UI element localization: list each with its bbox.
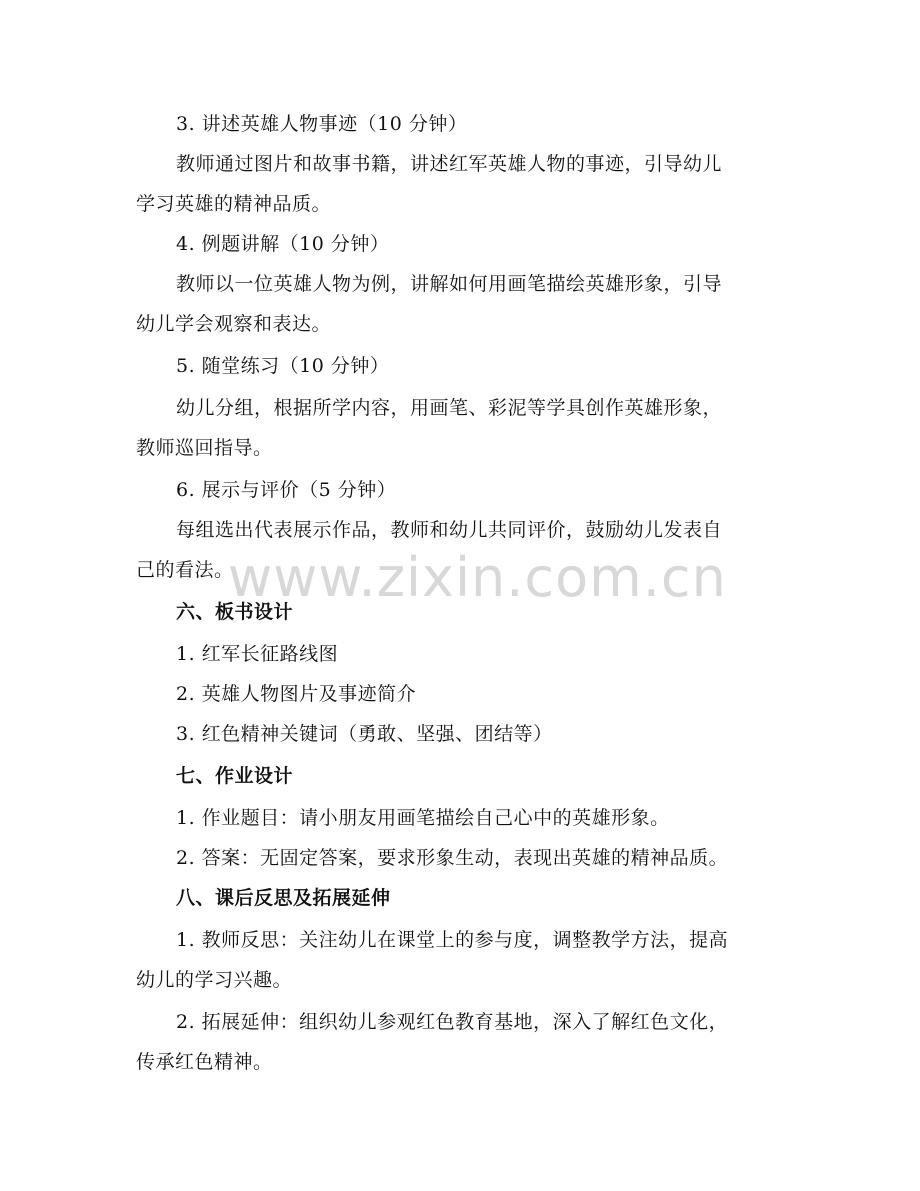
board-item-1: 1. 红军长征路线图 [176,643,339,665]
reflection-item-2-line-1: 2. 拓展延伸：组织幼儿参观红色教育基地，深入了解红色文化， [176,1011,729,1033]
step-4-text-line-2: 幼儿学会观察和表达。 [136,313,332,335]
watermark: www.zixin.com.cn [228,546,727,609]
board-item-2: 2. 英雄人物图片及事迹简介 [176,683,417,705]
reflection-item-1-line-2: 幼儿的学习兴趣。 [136,969,293,991]
step-5-text-line-2: 教师巡回指导。 [136,437,273,459]
step-5-heading: 5. 随堂练习（10 分钟） [176,355,390,377]
reflection-item-1-line-1: 1. 教师反思：关注幼儿在课堂上的参与度，调整教学方法，提高 [176,929,729,951]
step-3-text-line-1: 教师通过图片和故事书籍，讲述红军英雄人物的事迹，引导幼儿 [176,153,723,175]
section-6-heading: 六、板书设计 [176,601,294,623]
step-6-text-line-2: 己的看法。 [136,559,234,581]
step-3-heading: 3. 讲述英雄人物事迹（10 分钟） [176,113,468,135]
homework-item-1: 1. 作业题目：请小朋友用画笔描绘自己心中的英雄形象。 [176,807,670,829]
section-8-heading: 八、课后反思及拓展延伸 [176,887,391,909]
step-3-text-line-2: 学习英雄的精神品质。 [136,193,332,215]
step-4-text-line-1: 教师以一位英雄人物为例，讲解如何用画笔描绘英雄形象，引导 [176,273,723,295]
homework-item-2: 2. 答案：无固定答案，要求形象生动，表现出英雄的精神品质。 [176,847,729,869]
step-6-heading: 6. 展示与评价（5 分钟） [176,479,397,501]
section-7-heading: 七、作业设计 [176,765,294,787]
step-6-text-line-1: 每组选出代表展示作品，教师和幼儿共同评价，鼓励幼儿发表自 [176,519,723,541]
reflection-item-2-line-2: 传承红色精神。 [136,1051,273,1073]
step-4-heading: 4. 例题讲解（10 分钟） [176,233,390,255]
step-5-text-line-1: 幼儿分组，根据所学内容，用画笔、彩泥等学具创作英雄形象， [176,397,723,419]
board-item-3: 3. 红色精神关键词（勇敢、坚强、团结等） [176,723,553,745]
